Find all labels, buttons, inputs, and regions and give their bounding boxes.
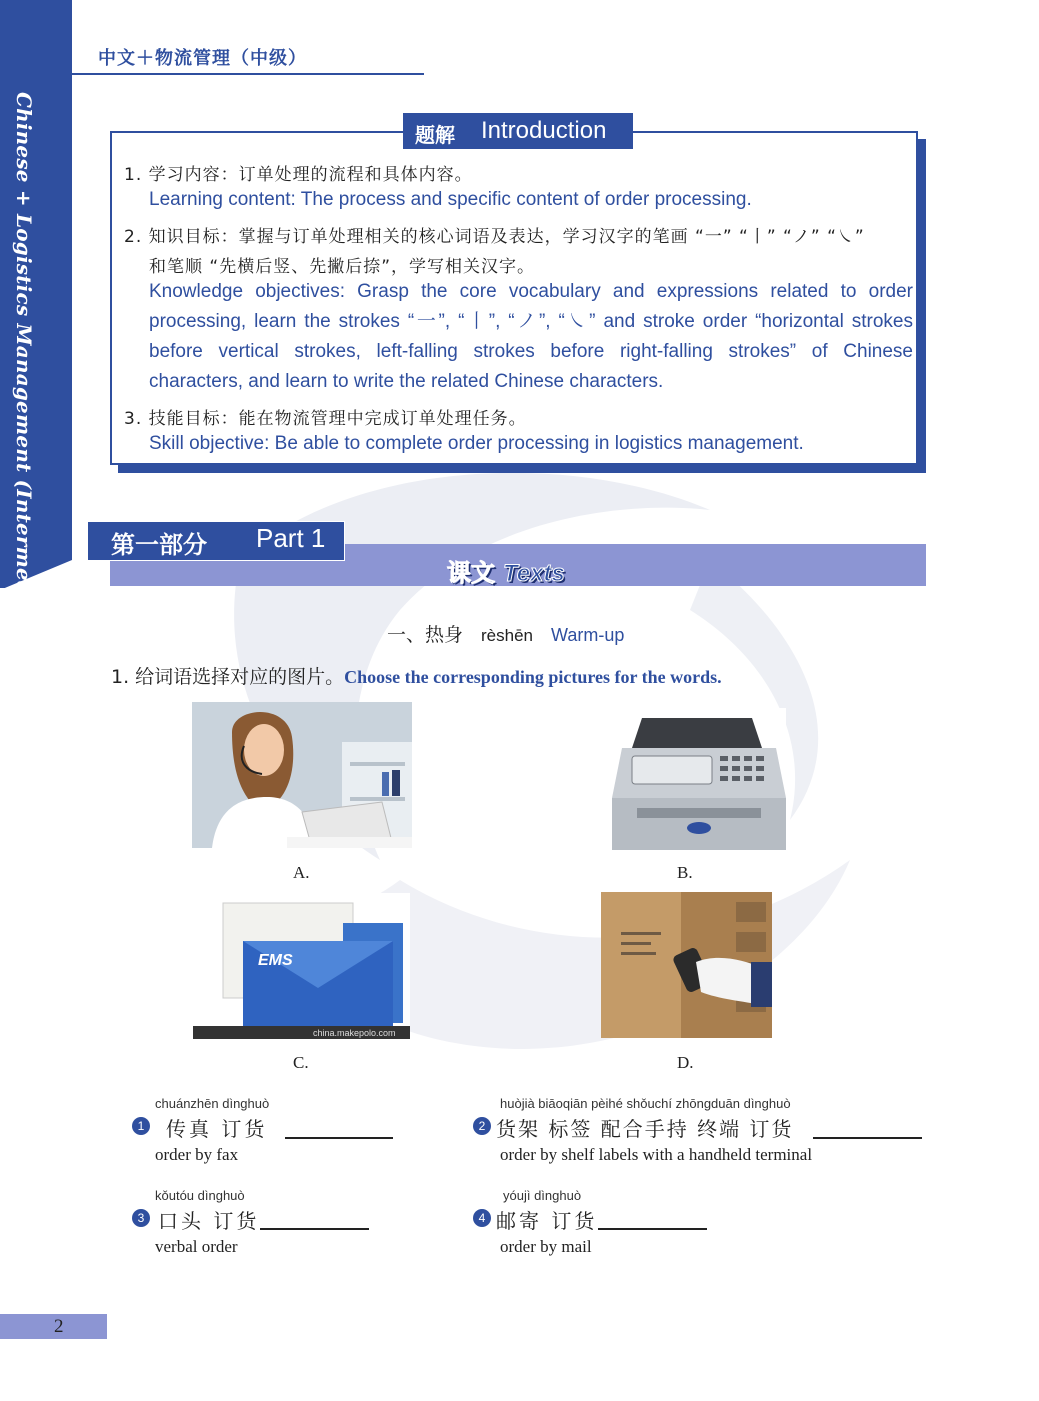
vocab-4-word: 邮寄 订货 bbox=[496, 1209, 598, 1233]
intro-heading-en: Introduction bbox=[481, 117, 607, 144]
page-number: 2 bbox=[54, 1316, 64, 1337]
section-title bbox=[447, 553, 565, 588]
sidebar-corner bbox=[0, 560, 72, 590]
picture-d-handheld-scanner bbox=[601, 892, 772, 1038]
picture-c-label: C. bbox=[293, 1053, 309, 1072]
vocab-3-word: 口头 订货 bbox=[158, 1209, 260, 1233]
picture-b-label: B. bbox=[677, 863, 693, 882]
book-side-title: Chinese + Logistics Management (Intermediate) bbox=[12, 92, 36, 649]
vocab-4-gloss: order by mail bbox=[500, 1237, 592, 1256]
vocab-3-number: 3 bbox=[132, 1209, 150, 1227]
vocab-2-word: 货架 标签 配合手持 终端 订货 bbox=[496, 1117, 794, 1141]
picture-b-fax-machine bbox=[612, 708, 786, 850]
book-title: 中文＋物流管理（中级） bbox=[98, 48, 307, 69]
vocab-1-pinyin: chuánzhēn dìnghuò bbox=[155, 1096, 270, 1111]
intro-item-1-zh: 1. 学习内容：订单处理的流程和具体内容。 bbox=[124, 165, 473, 185]
vocab-1-word: 传真 订货 bbox=[166, 1117, 268, 1141]
part-title-en: Part 1 bbox=[256, 523, 326, 553]
vocab-1-gloss: order by fax bbox=[155, 1145, 239, 1164]
intro-item-2-en: Knowledge objectives: Grasp the core vocabulary and expressions related to order processing, learn the strokes “一”, “丨”, “ノ”, “㇏” and stroke order “horizontal strokes before vertical strokes, left-falling strokes before right-falling strokes” of Chinese characters, and learn to write the related Chinese characters. bbox=[149, 281, 913, 392]
vocab-2-pinyin: huòjià biāoqiān pèihé shǒuchí zhōngduān dìnghuò bbox=[500, 1096, 791, 1111]
vocab-4-number: 4 bbox=[473, 1209, 491, 1227]
warmup-zh: 一、热身 bbox=[387, 624, 464, 646]
vocab-4-answer-blank[interactable] bbox=[598, 1228, 707, 1230]
picture-a-label: A. bbox=[293, 863, 310, 882]
picture-a-woman-with-headset bbox=[192, 702, 412, 848]
warmup-en: Warm-up bbox=[551, 625, 625, 645]
vocab-3-gloss: verbal order bbox=[155, 1237, 238, 1256]
picture-c-ems-envelopes bbox=[193, 893, 410, 1039]
vocab-2-gloss: order by shelf labels with a handheld terminal bbox=[500, 1145, 813, 1164]
intro-heading-zh: 题解 bbox=[415, 123, 455, 147]
vocab-3-answer-blank[interactable] bbox=[260, 1228, 369, 1230]
header-rule bbox=[72, 73, 424, 75]
intro-item-2-zh-cont: 和笔顺 “先横后竖、先撇后捺”，学写相关汉字。 bbox=[149, 257, 536, 277]
intro-item-2-zh: 2. 知识目标：掌握与订单处理相关的核心词语及表达，学习汉字的笔画 “一” “丨” “ノ” “㇏” bbox=[124, 227, 865, 247]
vocab-2-answer-blank[interactable] bbox=[813, 1137, 922, 1139]
part-title-zh: 第一部分 bbox=[111, 531, 207, 559]
vocab-2-number: 2 bbox=[473, 1117, 491, 1135]
vocab-1-number: 1 bbox=[132, 1117, 150, 1135]
intro-heading bbox=[403, 113, 633, 149]
sidebar-band bbox=[0, 0, 72, 588]
section-title-en: Texts bbox=[503, 560, 565, 587]
ems-logo-text: EMS bbox=[258, 952, 293, 969]
picture-d-label: D. bbox=[677, 1053, 694, 1072]
intro-item-1-en: Learning content: The process and specific content of order processing. bbox=[149, 189, 752, 210]
picture-c-watermark: china.makepolo.com bbox=[313, 1028, 396, 1038]
intro-item-3-zh: 3. 技能目标：能在物流管理中完成订单处理任务。 bbox=[124, 409, 527, 429]
question-1 bbox=[111, 662, 722, 689]
section-title-zh: 课文 bbox=[447, 559, 495, 587]
question-1-zh: 1. 给词语选择对应的图片。 bbox=[111, 666, 345, 688]
vocab-3-pinyin: kǒutóu dìnghuò bbox=[155, 1188, 245, 1203]
vocab-4-pinyin: yóujì dìnghuò bbox=[503, 1188, 582, 1203]
vocab-1-answer-blank[interactable] bbox=[285, 1137, 393, 1139]
warmup-heading bbox=[387, 620, 624, 647]
warmup-pinyin: rèshēn bbox=[481, 626, 533, 645]
intro-item-3-en: Skill objective: Be able to complete order processing in logistics management. bbox=[149, 433, 804, 454]
question-1-en: Choose the corresponding pictures for the words. bbox=[344, 667, 722, 687]
